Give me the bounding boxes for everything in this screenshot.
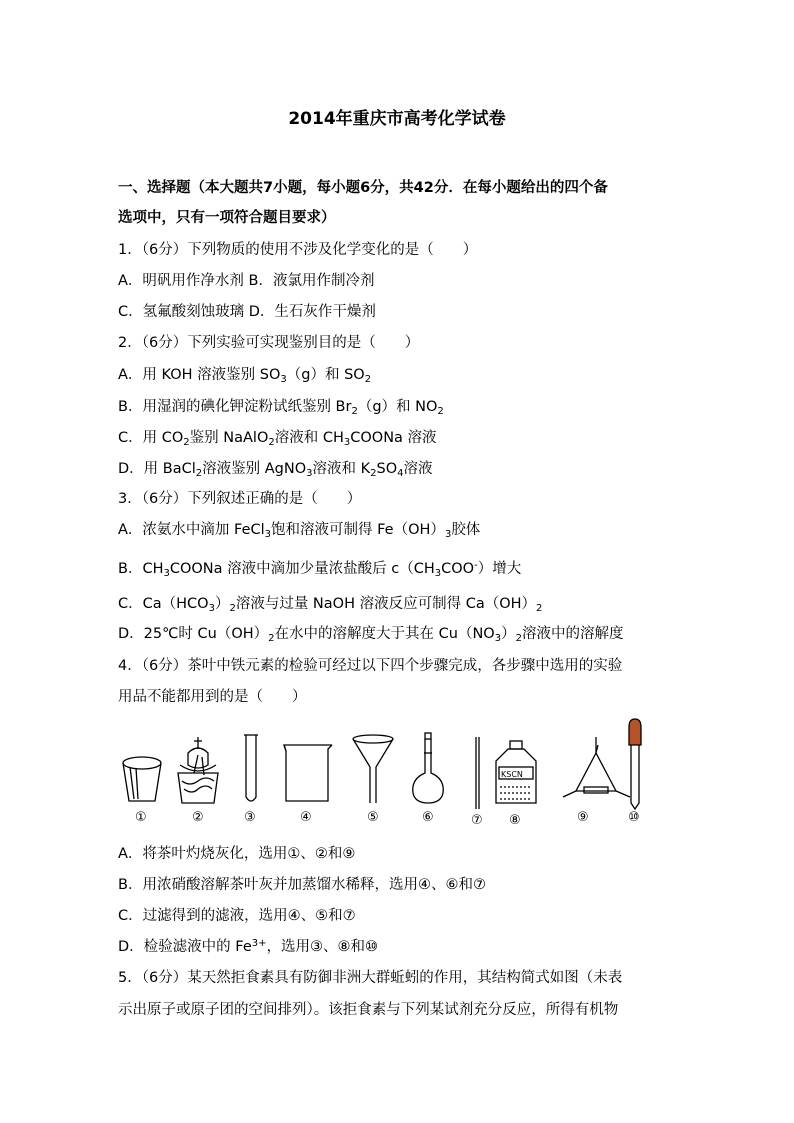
apparatus-label-1: ① bbox=[135, 810, 147, 825]
q3-option-d: D．25℃时 $Cu(OH)_2$在水中的溶解度大于其在 $Cu(NO_3)_2$溶液中的溶解度 bbox=[118, 626, 624, 644]
q3-stem: 3．（6分）下列叙述正确的是（ ） bbox=[118, 491, 362, 507]
q2-option-c: C．用 $CO_2$鉴别 NaAlO$_2$溶液和 $CH_3COONa$ 溶液 bbox=[118, 430, 437, 448]
q5-stem-line2: 示出原子或原子团的空间排列）。该拒食素与下列某试剂充分反应，所得有机物 bbox=[118, 1002, 619, 1018]
q4-stem-line1: 4．（6分）茶叶中铁元素的检验可经过以下四个步骤完成，各步骤中选用的实验 bbox=[118, 658, 623, 674]
apparatus-label-2: ② bbox=[192, 810, 204, 825]
apparatus-label-5: ⑤ bbox=[367, 810, 379, 825]
dropper-icon bbox=[629, 719, 641, 809]
q4-option-d: D．检验滤液中的 $Fe^{3+}$，选用③、⑧和⑩ bbox=[118, 938, 378, 955]
q2-option-a: A．用 KOH 溶液鉴别 $SO_3(g)$和 $SO_2$ bbox=[118, 367, 372, 385]
q4-option-a: A．将茶叶灼烧灰化，选用①、②和⑨ bbox=[118, 846, 356, 862]
q4-option-c: C．过滤得到的滤液，选用④、⑤和⑦ bbox=[118, 908, 356, 924]
q3-option-c: C．$Ca(HCO_3)_2$溶液与过量 NaOH 溶液反应可制得 $Ca(OH)_2$ bbox=[118, 596, 543, 614]
kscn-label: KSCN bbox=[501, 770, 523, 779]
apparatus-label-6: ⑥ bbox=[422, 810, 434, 825]
clay-triangle-icon bbox=[563, 737, 630, 797]
q3-option-b: B．$CH_3COONa$ 溶液中滴加少量浓盐酸后 $c(CH_3COO^-)$增大 bbox=[118, 560, 522, 579]
beaker-icon bbox=[284, 745, 332, 801]
q2-stem: 2．（6分）下列实验可实现鉴别目的是（ ） bbox=[118, 335, 420, 351]
apparatus-label-10: ⑩ bbox=[628, 810, 640, 825]
q1-options-ab: A．明矾用作净水剂 B．液氯用作制冷剂 bbox=[118, 273, 375, 289]
apparatus-drawings bbox=[118, 715, 678, 810]
q4-stem-line2: 用品不能都用到的是（ ） bbox=[118, 689, 307, 705]
volumetric-flask-icon bbox=[413, 733, 444, 803]
test-tube-icon bbox=[244, 735, 258, 801]
q4-option-b: B．用浓硝酸溶解茶叶灰并加蒸馏水稀释，选用④、⑥和⑦ bbox=[118, 877, 486, 893]
section-heading-line1: 一、选择题（本大题共7小题，每小题6分，共42分．在每小题给出的四个备 bbox=[118, 180, 608, 196]
q2-option-d: D．用 BaCl$_2$溶液鉴别 AgNO$_3$溶液和 $K_2SO_4$溶液 bbox=[118, 461, 433, 479]
apparatus-label-3: ③ bbox=[244, 810, 256, 825]
q1-options-cd: C．氢氟酸刻蚀玻璃 D．生石灰作干燥剂 bbox=[118, 304, 376, 320]
crucible-icon bbox=[123, 757, 161, 801]
page-title: 2014年重庆市高考化学试卷 bbox=[288, 109, 506, 129]
glass-rod-icon bbox=[476, 737, 479, 809]
apparatus-label-4: ④ bbox=[300, 810, 312, 825]
apparatus-label-8: ⑧ bbox=[509, 813, 521, 828]
q2-option-b: B．用湿润的碘化钾淀粉试纸鉴别 $Br_2(g)$和 $NO_2$ bbox=[118, 399, 444, 417]
alcohol-lamp-icon bbox=[178, 737, 218, 803]
section-heading-line2: 选项中，只有一项符合题目要求） bbox=[118, 210, 336, 226]
apparatus-label-9: ⑨ bbox=[577, 810, 589, 825]
funnel-icon bbox=[353, 735, 393, 803]
q5-stem-line1: 5．（6分）某天然拒食素具有防御非洲大群蚯蚓的作用，其结构简式如图（未表 bbox=[118, 970, 623, 986]
lab-apparatus-figure bbox=[118, 715, 678, 830]
apparatus-label-7: ⑦ bbox=[471, 813, 483, 828]
q1-stem: 1．（6分）下列物质的使用不涉及化学变化的是（ ） bbox=[118, 242, 478, 258]
q3-option-a: A．浓氨水中滴加 FeCl$_3$饱和溶液可制得 $Fe(OH)_3$胶体 bbox=[118, 522, 481, 540]
